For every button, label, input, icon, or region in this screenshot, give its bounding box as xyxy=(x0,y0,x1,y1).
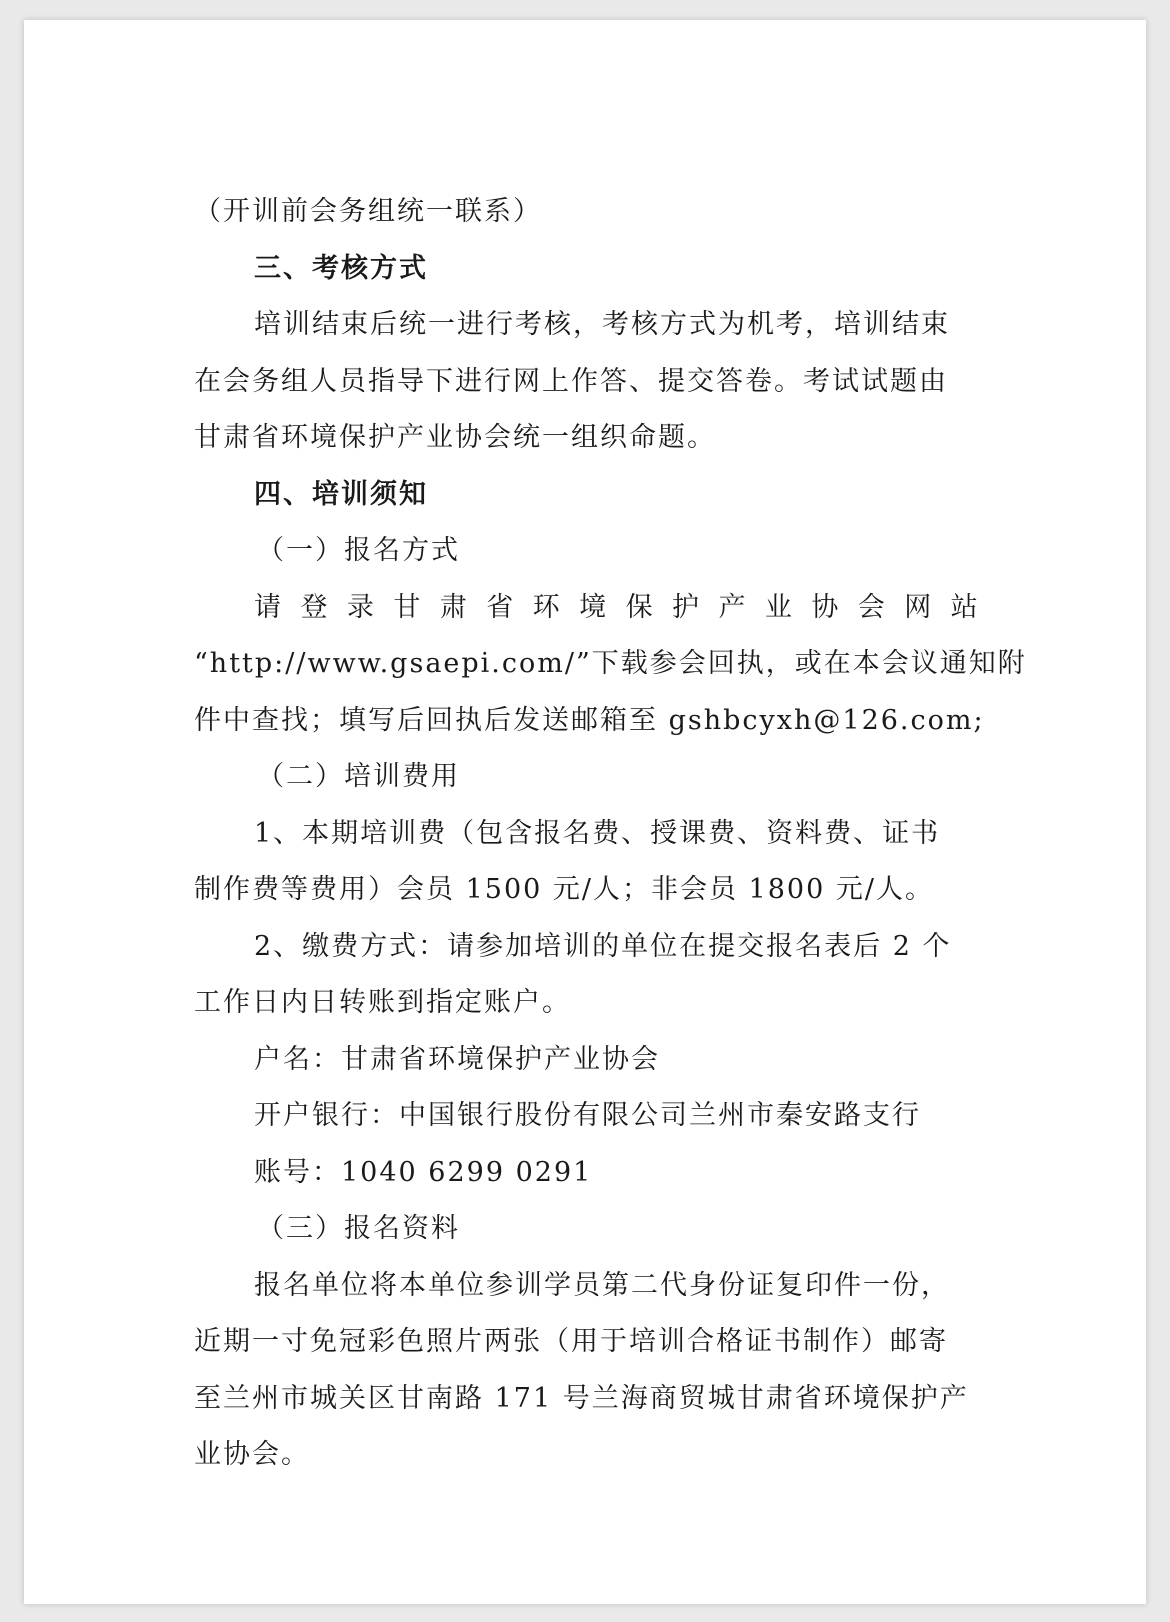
paragraph-assessment-line-1: 培训结束后统一进行考核，考核方式为机考，培训结束 xyxy=(254,309,950,340)
paragraph-registration-line-1: 请登录甘肃省环境保护产业协会网站 xyxy=(254,591,989,623)
paragraph-fee-line-1: 1、本期培训费（包含报名费、授课费、资料费、证书 xyxy=(254,817,941,849)
account-name: 户名：甘肃省环境保护产业协会 xyxy=(254,1043,660,1075)
document-page xyxy=(24,20,1146,1604)
paragraph-assessment-line-2: 在会务组人员指导下进行网上作答、提交答卷。考试试题由 xyxy=(194,365,948,397)
section-heading-assessment: 三、考核方式 xyxy=(254,252,428,284)
paragraph-materials-line-3: 至兰州市城关区甘南路 171 号兰海商贸城甘肃省环境保护产 xyxy=(194,1382,969,1414)
text-line-contact-note: （开训前会务组统一联系） xyxy=(194,196,542,227)
subheading-registration-materials: （三）报名资料 xyxy=(257,1213,460,1244)
paragraph-materials-line-4: 业协会。 xyxy=(194,1439,310,1470)
subheading-training-fee: （二）培训费用 xyxy=(257,761,460,792)
paragraph-registration-line-3: 件中查找；填写后回执后发送邮箱至 gshbcyxh@126.com; xyxy=(194,704,985,736)
section-heading-training-notes: 四、培训须知 xyxy=(254,478,428,510)
paragraph-fee-line-2: 制作费等费用）会员 1500 元/人；非会员 1800 元/人。 xyxy=(194,874,934,905)
paragraph-assessment-line-3: 甘肃省环境保护产业协会统一组织命题。 xyxy=(194,422,716,453)
paragraph-registration-line-2: “http://www.gsaepi.com/”下载参会回执，或在本会议通知附 xyxy=(194,648,1027,679)
paragraph-payment-line-1: 2、缴费方式：请参加培训的单位在提交报名表后 2 个 xyxy=(254,930,952,962)
subheading-registration-method: （一）报名方式 xyxy=(257,535,460,566)
paragraph-materials-line-1: 报名单位将本单位参训学员第二代身份证复印件一份， xyxy=(254,1269,950,1301)
paragraph-payment-line-2: 工作日内日转账到指定账户。 xyxy=(194,987,571,1018)
account-number: 账号：1040 6299 0291 xyxy=(254,1156,593,1188)
document-body xyxy=(194,184,1027,1484)
paragraph-materials-line-2: 近期一寸免冠彩色照片两张（用于培训合格证书制作）邮寄 xyxy=(194,1326,948,1357)
bank-name: 开户银行：中国银行股份有限公司兰州市秦安路支行 xyxy=(254,1100,921,1131)
